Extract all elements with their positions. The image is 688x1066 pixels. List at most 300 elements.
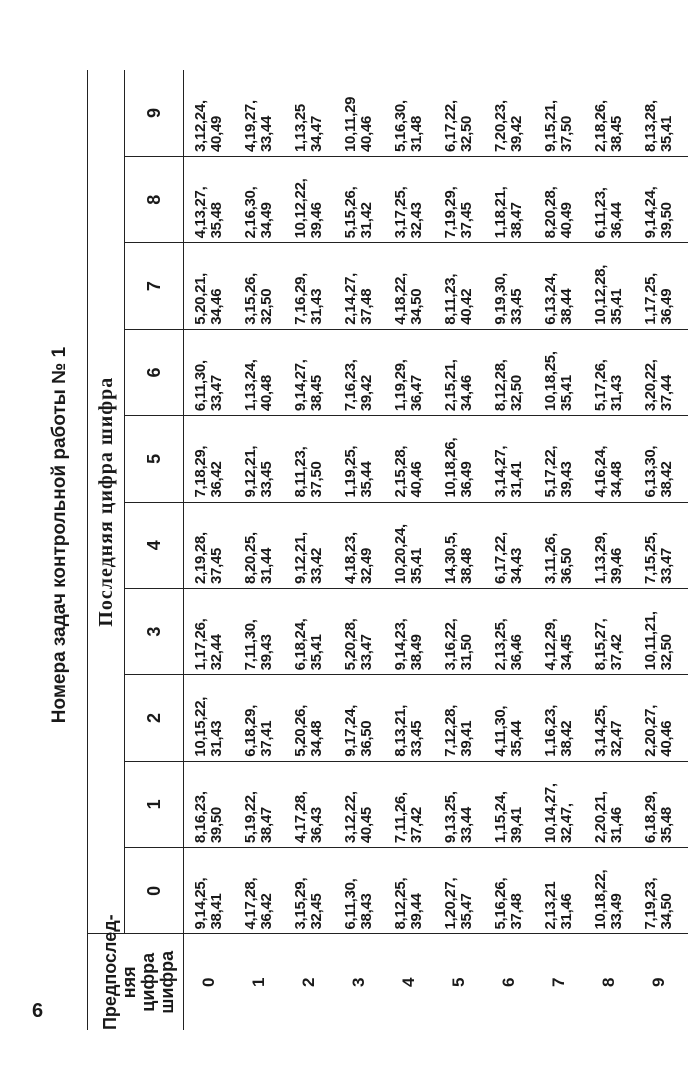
task-numbers-line: 36,49	[458, 461, 475, 498]
task-numbers-line: 8,20,28,	[542, 186, 559, 239]
task-cell	[384, 675, 434, 761]
task-numbers-line: 3,15,26,	[242, 272, 259, 325]
task-cell	[534, 70, 584, 157]
task-numbers-line: 38,42	[558, 720, 575, 757]
task-numbers-line: 33,47	[208, 375, 225, 412]
task-numbers-line: 1,20,27,	[442, 877, 459, 930]
task-numbers-line: 39,46	[308, 202, 325, 239]
task-numbers-line: 4,18,23,	[342, 532, 359, 584]
task-cell	[584, 243, 634, 329]
task-cell	[484, 588, 534, 674]
task-numbers-line: 35,48	[208, 202, 225, 239]
row-header-line: шифра	[156, 950, 177, 1014]
task-numbers-line: 7,15,25,	[642, 532, 659, 584]
task-numbers-line: 34,43	[508, 547, 525, 584]
task-cell	[184, 848, 235, 934]
task-cell	[534, 848, 584, 934]
task-numbers-line: 37,42	[408, 807, 425, 844]
task-numbers-line: 31,48	[408, 115, 425, 152]
task-numbers-line: 33,45	[258, 461, 275, 498]
task-numbers-line: 10,15,22,	[192, 696, 209, 757]
task-numbers-line: 31,43	[308, 288, 325, 325]
task-cell	[384, 416, 434, 502]
task-numbers-line: 5,20,28,	[342, 618, 359, 671]
task-cell	[184, 156, 235, 242]
task-numbers-line: 9,17,24,	[342, 704, 359, 757]
task-numbers-line: 10,18,26,	[442, 437, 459, 498]
task-numbers-line: 8,12,25,	[392, 877, 409, 930]
task-cell	[434, 675, 484, 761]
task-numbers-line: 35,48	[658, 807, 675, 844]
task-numbers-line: 40,46	[658, 720, 675, 757]
column-header: 5	[125, 416, 184, 502]
task-cell	[284, 848, 334, 934]
task-cell	[284, 675, 334, 761]
task-numbers-line: 35,41	[658, 115, 675, 152]
table-row	[534, 70, 584, 1030]
column-group-header-text: Последняя цифра шифра	[95, 376, 117, 627]
table-row	[484, 70, 534, 1030]
task-numbers-line: 6,11,30,	[192, 360, 209, 412]
task-numbers-line: 39,50	[658, 202, 675, 239]
row-label: 0	[184, 934, 235, 1030]
task-numbers-line: 7,16,23,	[342, 359, 359, 412]
task-numbers-line: 40,46	[358, 115, 375, 152]
task-cell	[234, 502, 284, 588]
task-numbers-line: 2,13,21	[542, 881, 559, 930]
task-numbers-line: 35,41	[308, 634, 325, 671]
rotated-page-content	[40, 40, 675, 1030]
task-cell	[284, 761, 334, 847]
task-cell	[334, 675, 384, 761]
task-numbers-line: 36,50	[558, 547, 575, 584]
task-cell	[434, 588, 484, 674]
task-numbers-line: 36,50	[358, 720, 375, 757]
task-numbers-line: 33,44	[258, 115, 275, 152]
task-numbers-line: 32,50	[458, 115, 475, 152]
task-numbers-line: 39,46	[608, 547, 625, 584]
task-cell	[184, 675, 235, 761]
task-numbers-line: 4,16,24,	[592, 445, 609, 498]
row-label: 9	[634, 934, 688, 1030]
task-numbers-line: 39,42	[358, 375, 375, 412]
task-numbers-line: 31,44	[258, 547, 275, 584]
task-numbers-line: 39,50	[208, 807, 225, 844]
task-numbers-line: 6,17,22,	[492, 532, 509, 584]
task-numbers-line: 2,20,27,	[642, 704, 659, 757]
task-numbers-line: 35,41	[608, 288, 625, 325]
task-cell	[484, 156, 534, 242]
task-numbers-line: 38,44	[558, 288, 575, 325]
task-numbers-line: 6,11,23,	[592, 187, 609, 239]
task-cell	[434, 243, 484, 329]
task-numbers-line: 14,30,5,	[442, 532, 459, 584]
task-numbers-line: 35,41	[558, 375, 575, 412]
task-numbers-line: 34,47	[308, 115, 325, 152]
task-cell	[484, 848, 534, 934]
column-header: 4	[125, 502, 184, 588]
task-numbers-line: 1,19,25,	[342, 445, 359, 498]
column-header: 3	[125, 588, 184, 674]
task-numbers-line: 10,20,24,	[392, 524, 409, 584]
task-numbers-line: 34,50	[408, 288, 425, 325]
task-cell	[284, 502, 334, 588]
task-numbers-line: 40,45	[358, 807, 375, 844]
task-numbers-line: 10,11,21,	[642, 611, 659, 671]
task-numbers-line: 9,13,25,	[442, 791, 459, 844]
task-cell	[534, 329, 584, 415]
row-label: 4	[384, 934, 434, 1030]
task-numbers-line: 37,45	[458, 202, 475, 239]
task-numbers-line: 34,45	[558, 634, 575, 671]
task-cell	[234, 416, 284, 502]
task-numbers-line: 37,42	[608, 634, 625, 671]
task-cell	[434, 156, 484, 242]
page-number: 6	[32, 1000, 44, 1022]
task-numbers-line: 36,42	[258, 893, 275, 930]
task-numbers-line: 3,11,26,	[542, 532, 559, 584]
task-cell	[534, 156, 584, 242]
task-numbers-line: 1,15,24,	[492, 791, 509, 844]
task-numbers-line: 4,19,27,	[242, 100, 259, 152]
task-numbers-line: 36,46	[508, 634, 525, 671]
row-label: 6	[484, 934, 534, 1030]
task-numbers-line: 8,13,28,	[642, 100, 659, 152]
task-cell	[384, 502, 434, 588]
task-cell	[384, 848, 434, 934]
task-numbers-line: 39,43	[258, 634, 275, 671]
task-numbers-line: 32,45	[308, 893, 325, 930]
task-numbers-line: 6,13,30,	[642, 445, 659, 498]
task-numbers-line: 39,44	[408, 893, 425, 930]
task-numbers-line: 5,17,22,	[542, 445, 559, 498]
task-numbers-line: 31,50	[458, 634, 475, 671]
task-numbers-line: 1,17,25,	[642, 272, 659, 325]
task-numbers-line: 32,47,	[558, 803, 575, 844]
task-numbers-line: 5,16,26,	[492, 877, 509, 930]
task-numbers-line: 10,18,22,	[592, 869, 609, 930]
task-numbers-line: 33,47	[658, 547, 675, 584]
task-cell	[634, 243, 688, 329]
task-cell	[384, 761, 434, 847]
task-cell	[534, 675, 584, 761]
task-cell	[584, 761, 634, 847]
task-numbers-line: 7,11,30,	[242, 619, 259, 671]
task-numbers-line: 40,48	[258, 375, 275, 412]
task-numbers-line: 34,46	[208, 288, 225, 325]
task-cell	[484, 502, 534, 588]
table-row	[384, 70, 434, 1030]
task-numbers-line: 8,11,23,	[292, 446, 309, 498]
task-cell	[584, 329, 634, 415]
task-cell	[184, 588, 235, 674]
task-numbers-line: 38,49	[408, 634, 425, 671]
task-cell	[284, 243, 334, 329]
task-cell	[234, 156, 284, 242]
task-numbers-line: 32,43	[408, 202, 425, 239]
table-row	[334, 70, 384, 1030]
task-numbers-line: 34,50	[658, 893, 675, 930]
task-numbers-line: 4,17,28,	[242, 877, 259, 930]
task-cell	[634, 70, 688, 157]
task-numbers-line: 31,46	[558, 893, 575, 930]
task-cell	[634, 156, 688, 242]
task-numbers-line: 6,18,24,	[292, 618, 309, 671]
task-cell	[634, 502, 688, 588]
task-cell	[334, 70, 384, 157]
column-header: 2	[125, 675, 184, 761]
task-cell	[284, 70, 334, 157]
task-cell	[384, 156, 434, 242]
task-cell	[534, 588, 584, 674]
task-numbers-line: 36,44	[608, 202, 625, 239]
task-numbers-line: 33,42	[308, 547, 325, 584]
task-numbers-line: 33,49	[608, 893, 625, 930]
task-numbers-line: 3,14,27,	[492, 445, 509, 498]
task-numbers-line: 1,16,23,	[542, 704, 559, 757]
task-cell	[534, 416, 584, 502]
task-cell	[184, 70, 235, 157]
task-cell	[534, 502, 584, 588]
table-row	[234, 70, 284, 1030]
task-numbers-line: 39,41	[508, 807, 525, 844]
task-numbers-line: 8,20,25,	[242, 532, 259, 584]
task-numbers-line: 3,15,29,	[292, 877, 309, 930]
task-numbers-line: 10,12,22,	[292, 178, 309, 239]
task-numbers-line: 31,41	[508, 461, 525, 498]
task-cell	[484, 70, 534, 157]
task-numbers-line: 32,50	[658, 634, 675, 671]
task-numbers-line: 8,11,23,	[442, 273, 459, 325]
task-numbers-line: 38,47	[508, 202, 525, 239]
task-numbers-line: 38,47	[258, 807, 275, 844]
task-cell	[334, 156, 384, 242]
task-numbers-line: 7,16,29,	[292, 272, 309, 325]
task-numbers-line: 32,49	[358, 547, 375, 584]
task-cell	[334, 243, 384, 329]
task-numbers-line: 37,41	[258, 720, 275, 757]
task-numbers-line: 31,43	[208, 720, 225, 757]
task-numbers-line: 7,11,26,	[392, 792, 409, 844]
task-numbers-line: 4,12,29,	[542, 618, 559, 671]
task-cell	[634, 848, 688, 934]
task-cell	[434, 848, 484, 934]
task-numbers-line: 5,20,26,	[292, 704, 309, 757]
task-numbers-line: 3,14,25,	[592, 704, 609, 757]
task-numbers-line: 1,13,24,	[242, 359, 259, 412]
task-numbers-line: 8,15,27,	[592, 618, 609, 671]
task-cell	[434, 502, 484, 588]
column-header: 6	[125, 329, 184, 415]
task-cell	[634, 416, 688, 502]
task-numbers-line: 1,18,21,	[492, 186, 509, 239]
task-numbers-line: 2,16,30,	[242, 186, 259, 239]
task-numbers-line: 3,20,22,	[642, 359, 659, 412]
task-cell	[334, 329, 384, 415]
task-numbers-line: 2,20,21,	[592, 791, 609, 844]
task-cell	[584, 675, 634, 761]
task-cell	[584, 416, 634, 502]
task-cell	[234, 848, 284, 934]
task-numbers-line: 9,12,21,	[242, 445, 259, 498]
task-cell	[634, 329, 688, 415]
task-numbers-line: 36,47	[408, 375, 425, 412]
task-numbers-line: 10,12,28,	[592, 264, 609, 325]
task-numbers-line: 37,45	[208, 547, 225, 584]
task-cell	[634, 675, 688, 761]
task-numbers-line: 38,45	[608, 115, 625, 152]
task-numbers-line: 3,16,22,	[442, 618, 459, 671]
task-numbers-line: 40,42	[458, 288, 475, 325]
task-numbers-line: 39,41	[458, 720, 475, 757]
task-cell	[584, 156, 634, 242]
task-numbers-line: 7,18,29,	[192, 445, 209, 498]
task-cell	[234, 675, 284, 761]
task-numbers-line: 39,42	[508, 115, 525, 152]
task-numbers-line: 2,19,28,	[192, 532, 209, 584]
task-numbers-line: 9,15,21,	[542, 100, 559, 152]
task-numbers-line: 1,13,25	[292, 104, 309, 152]
task-numbers-line: 37,50	[558, 115, 575, 152]
task-numbers-line: 10,14,27,	[542, 783, 559, 844]
row-label: 7	[534, 934, 584, 1030]
task-cell	[284, 588, 334, 674]
row-header	[88, 914, 184, 1030]
task-numbers-line: 34,48	[308, 720, 325, 757]
task-numbers-line: 1,17,26,	[192, 618, 209, 671]
task-numbers-line: 10,11,29	[342, 96, 359, 152]
task-numbers-line: 3,17,25,	[392, 186, 409, 239]
task-numbers-line: 32,44	[208, 634, 225, 671]
task-cell	[234, 70, 284, 157]
task-cell	[184, 329, 235, 415]
task-numbers-line: 6,17,22,	[442, 100, 459, 152]
task-numbers-line: 37,48	[358, 288, 375, 325]
task-numbers-line: 37,50	[308, 461, 325, 498]
task-numbers-line: 2,15,28,	[392, 445, 409, 498]
task-cell	[434, 70, 484, 157]
task-numbers-line: 6,18,29,	[642, 791, 659, 844]
task-cell	[484, 329, 534, 415]
task-numbers-line: 9,14,23,	[392, 618, 409, 671]
task-numbers-line: 31,43	[608, 375, 625, 412]
task-numbers-line: 32,50	[258, 288, 275, 325]
task-numbers-line: 8,13,21,	[392, 704, 409, 757]
task-numbers-line: 36,43	[308, 807, 325, 844]
row-label: 3	[334, 934, 384, 1030]
task-numbers-line: 9,14,24,	[642, 186, 659, 239]
task-numbers-line: 4,18,22,	[392, 272, 409, 325]
column-header: 8	[125, 156, 184, 242]
task-numbers-line: 34,46	[458, 375, 475, 412]
task-numbers-line: 6,18,29,	[242, 704, 259, 757]
task-numbers-line: 38,41	[208, 893, 225, 930]
task-cell	[434, 761, 484, 847]
task-numbers-line: 1,19,29,	[392, 359, 409, 412]
task-numbers-line: 8,16,23,	[192, 791, 209, 844]
task-cell	[334, 848, 384, 934]
task-numbers-line: 3,12,22,	[342, 791, 359, 844]
column-header: 0	[125, 848, 184, 934]
task-numbers-line: 3,12,24,	[192, 100, 209, 152]
task-numbers-line: 33,47	[358, 634, 375, 671]
task-numbers-line: 9,14,25,	[192, 877, 209, 930]
task-cell	[384, 588, 434, 674]
row-label: 5	[434, 934, 484, 1030]
task-cell	[384, 243, 434, 329]
task-cell	[184, 416, 235, 502]
task-numbers-line: 34,48	[608, 461, 625, 498]
task-numbers-line: 5,16,30,	[392, 100, 409, 152]
task-numbers-line: 40,46	[408, 461, 425, 498]
task-numbers-line: 37,44	[658, 375, 675, 412]
task-numbers-line: 5,15,26,	[342, 186, 359, 239]
column-header: 1	[125, 761, 184, 847]
table-row	[184, 70, 235, 1030]
task-numbers-line: 4,17,28,	[292, 791, 309, 844]
task-cell	[534, 761, 584, 847]
task-cell	[384, 329, 434, 415]
task-numbers-line: 40,49	[558, 202, 575, 239]
column-header: 7	[125, 243, 184, 329]
task-cell	[184, 761, 235, 847]
task-numbers-line: 38,45	[308, 375, 325, 412]
task-numbers-line: 40,49	[208, 115, 225, 152]
task-numbers-line: 36,49	[658, 288, 675, 325]
task-numbers-line: 5,19,22,	[242, 791, 259, 844]
task-numbers-line: 31,46	[608, 807, 625, 844]
task-numbers-line: 39,43	[558, 461, 575, 498]
task-cell	[534, 243, 584, 329]
task-numbers-line: 31,42	[358, 202, 375, 239]
task-cell	[284, 416, 334, 502]
task-cell	[234, 588, 284, 674]
task-cell	[484, 243, 534, 329]
task-cell	[234, 329, 284, 415]
task-numbers-line: 6,11,30,	[342, 878, 359, 930]
task-numbers-line: 32,50	[508, 375, 525, 412]
row-label: 1	[234, 934, 284, 1030]
task-numbers-line: 37,48	[508, 893, 525, 930]
task-numbers-line: 33,44	[458, 807, 475, 844]
task-numbers-line: 9,19,30,	[492, 272, 509, 325]
task-cell	[284, 156, 334, 242]
task-numbers-line: 10,18,25,	[542, 351, 559, 412]
table-row	[584, 70, 634, 1030]
task-numbers-line: 8,12,28,	[492, 359, 509, 412]
task-numbers-line: 2,18,26,	[592, 100, 609, 152]
task-numbers-line: 7,20,23,	[492, 100, 509, 152]
table-row	[434, 70, 484, 1030]
task-cell	[634, 761, 688, 847]
task-cell	[234, 761, 284, 847]
task-numbers-line: 5,20,21,	[192, 272, 209, 325]
task-numbers-line: 4,11,30,	[492, 705, 509, 757]
task-cell	[434, 416, 484, 502]
task-cell	[284, 329, 334, 415]
task-numbers-line: 35,44	[508, 720, 525, 757]
task-cell	[234, 243, 284, 329]
task-cell	[184, 243, 235, 329]
task-numbers-line: 35,41	[408, 547, 425, 584]
task-cell	[334, 588, 384, 674]
task-numbers-line: 36,42	[208, 461, 225, 498]
task-cell	[434, 329, 484, 415]
table-row	[634, 70, 688, 1030]
task-numbers-line: 7,19,23,	[642, 877, 659, 930]
task-numbers-line: 9,14,27,	[292, 359, 309, 412]
row-header-line: Предпослед-	[99, 914, 120, 1030]
